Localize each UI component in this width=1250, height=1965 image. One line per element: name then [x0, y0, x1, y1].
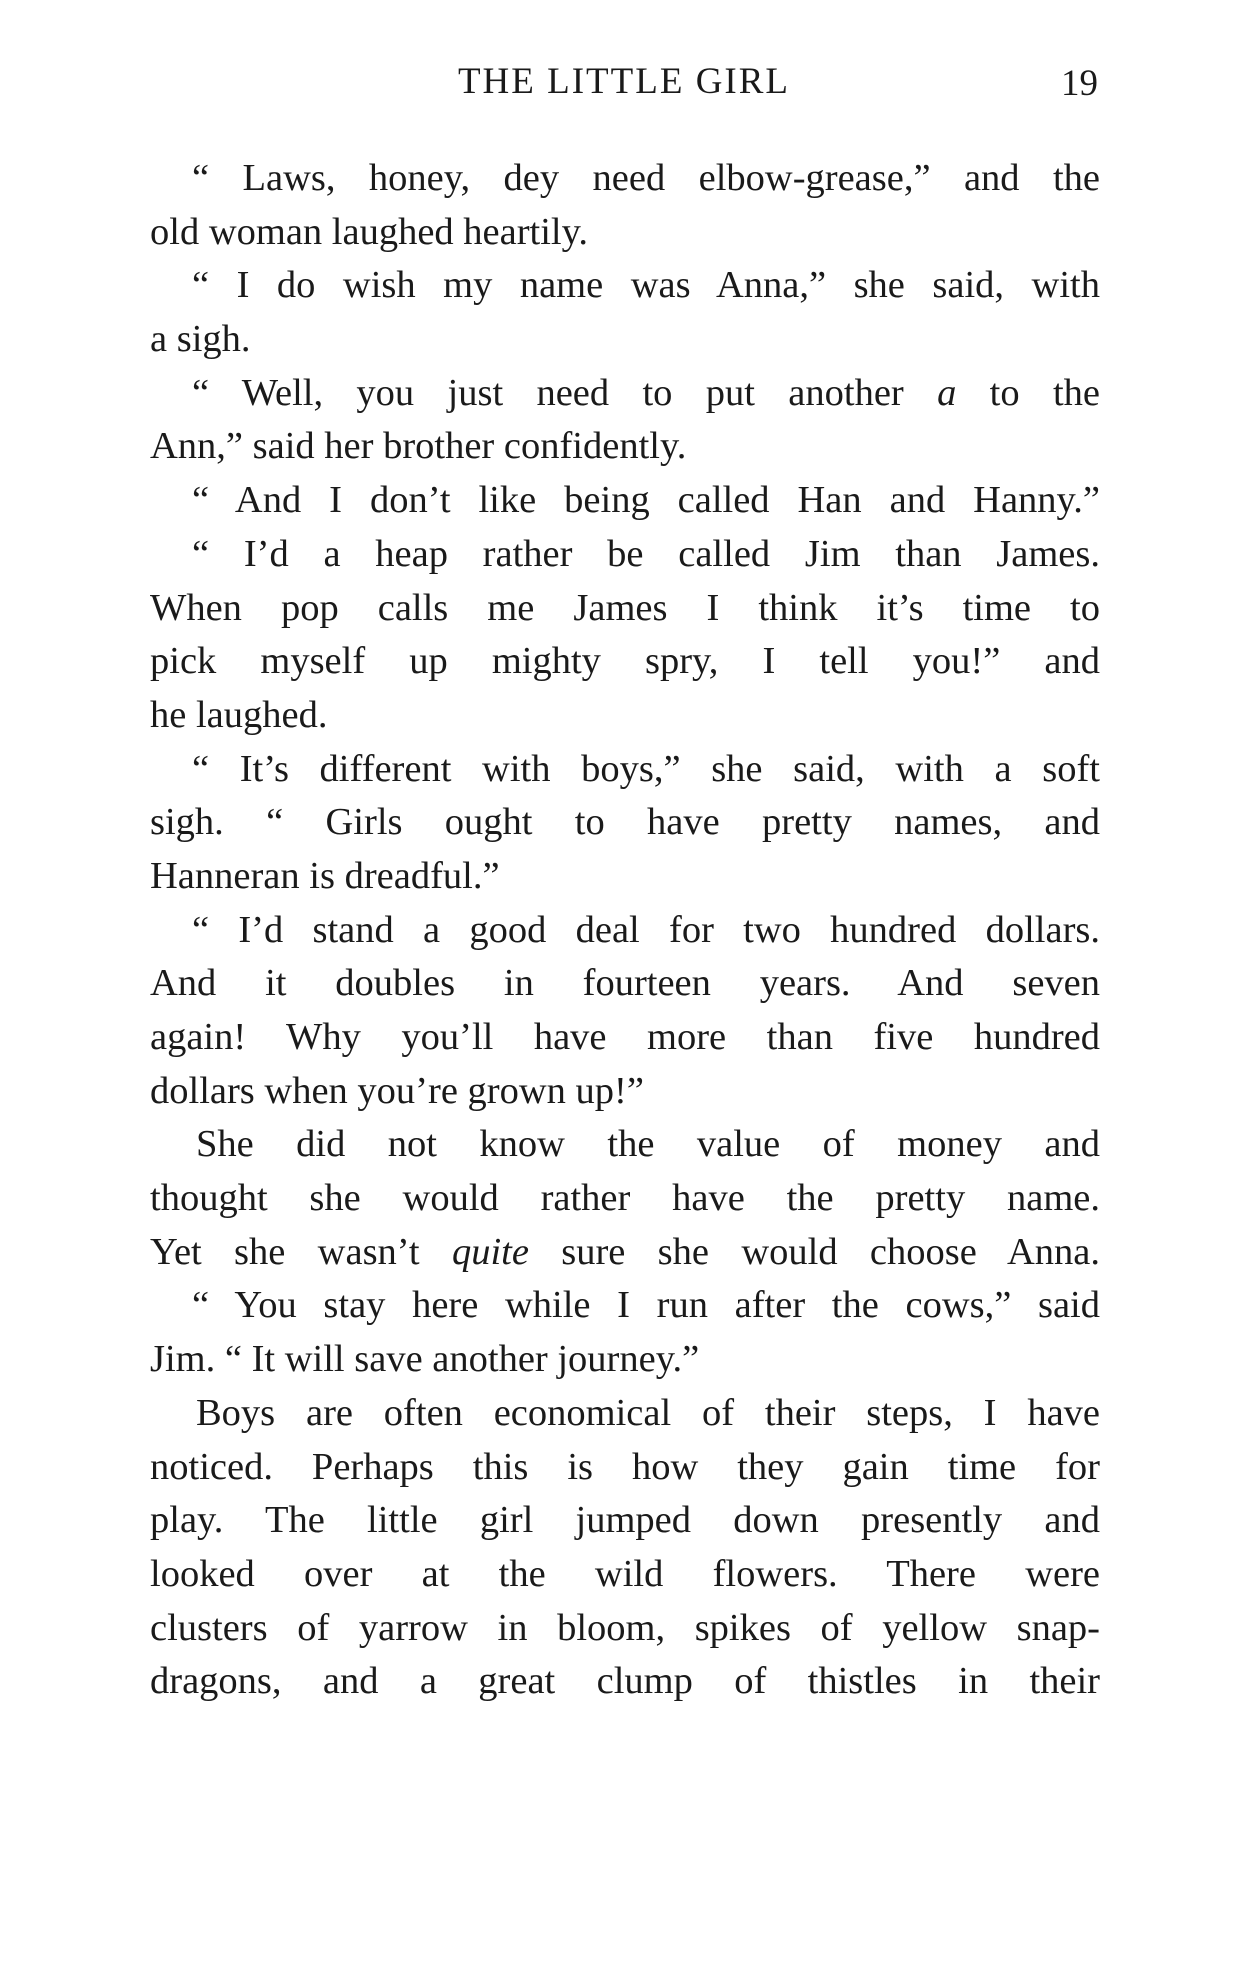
line-text: play. The little girl jumped down presently and	[150, 1499, 1100, 1542]
text-line	[150, 796, 1100, 850]
text-line	[150, 743, 1100, 797]
line-text: he laughed.	[150, 693, 328, 736]
line-text: “ I’d stand a good deal for two hundred dollars.	[192, 908, 1100, 951]
line-text: sigh. “ Girls ought to have pretty names, and	[150, 801, 1100, 844]
line-text: Yet she wasn’t	[150, 1230, 452, 1273]
line-text: When pop calls me James I think it’s time to	[150, 586, 1100, 629]
text-line	[150, 1065, 1100, 1119]
text-line	[150, 152, 1100, 206]
line-text: She did not know the value of money and	[196, 1123, 1100, 1166]
text-line	[150, 1494, 1100, 1548]
line-text: thought she would rather have the pretty name.	[150, 1177, 1100, 1220]
line-text: clusters of yarrow in bloom, spikes of yellow snap-	[150, 1606, 1100, 1649]
text-line	[150, 1548, 1100, 1602]
line-text: sure she would choose Anna.	[528, 1230, 1100, 1273]
body-text	[150, 152, 1100, 1709]
line-text: dollars when you’re grown up!”	[150, 1069, 644, 1112]
text-line	[150, 474, 1100, 528]
line-text: again! Why you’ll have more than five hundred	[150, 1016, 1100, 1058]
page-header	[150, 60, 1098, 110]
line-text: Hanneran is dreadful.”	[150, 854, 500, 897]
line-text: old woman laughed heartily.	[150, 210, 588, 253]
line-text: Ann,” said her brother confidently.	[150, 425, 687, 468]
text-line	[150, 582, 1100, 636]
running-head: THE LITTLE GIRL	[457, 61, 791, 102]
page-number: 19	[1061, 63, 1098, 104]
text-line	[150, 904, 1100, 958]
line-text: “ And I don’t like being called Han and Hanny.”	[192, 479, 1100, 522]
text-line	[150, 850, 1100, 904]
text-line	[150, 957, 1100, 1011]
line-text: dragons, and a great clump of thistles in their	[150, 1660, 1100, 1703]
line-text: “ I do wish my name was Anna,” she said, with	[192, 264, 1100, 307]
text-line	[150, 1011, 1100, 1065]
text-line	[150, 313, 1100, 367]
text-line	[150, 689, 1100, 743]
line-text: Jim. “ It will save another journey.”	[150, 1338, 700, 1381]
line-text: pick myself up mighty spry, I tell you!” and	[150, 640, 1100, 683]
line-text: “ You stay here while I run after the cows,” said	[192, 1284, 1100, 1327]
line-text: “ Well, you just need to put another	[192, 371, 938, 414]
text-line	[150, 1172, 1100, 1226]
text-line	[150, 1387, 1100, 1441]
text-line	[150, 635, 1100, 689]
text-line	[150, 1333, 1100, 1387]
line-text: a sigh.	[150, 318, 251, 361]
text-line	[150, 1226, 1100, 1280]
line-text: looked over at the wild flowers. There were	[150, 1552, 1100, 1595]
line-text: “ Laws, honey, dey need elbow-grease,” and the	[192, 157, 1100, 199]
text-line	[150, 1118, 1100, 1172]
text-line	[150, 420, 1100, 474]
text-line	[150, 528, 1100, 582]
italic-word: a	[937, 371, 957, 414]
line-text: And it doubles in fourteen years. And seven	[150, 962, 1100, 1005]
line-text: noticed. Perhaps this is how they gain time for	[150, 1445, 1100, 1488]
text-line	[150, 1441, 1100, 1495]
line-text: to the	[956, 371, 1100, 414]
line-text: Boys are often economical of their steps, I have	[196, 1391, 1100, 1434]
text-line	[150, 1279, 1100, 1333]
text-line	[150, 1655, 1100, 1709]
text-line	[150, 259, 1100, 313]
italic-word: quite	[451, 1230, 529, 1273]
line-text: “ I’d a heap rather be called Jim than James.	[192, 532, 1100, 575]
text-line	[150, 367, 1100, 421]
text-line	[150, 1602, 1100, 1656]
line-text: “ It’s different with boys,” she said, with a soft	[192, 747, 1100, 790]
text-line	[150, 206, 1100, 260]
